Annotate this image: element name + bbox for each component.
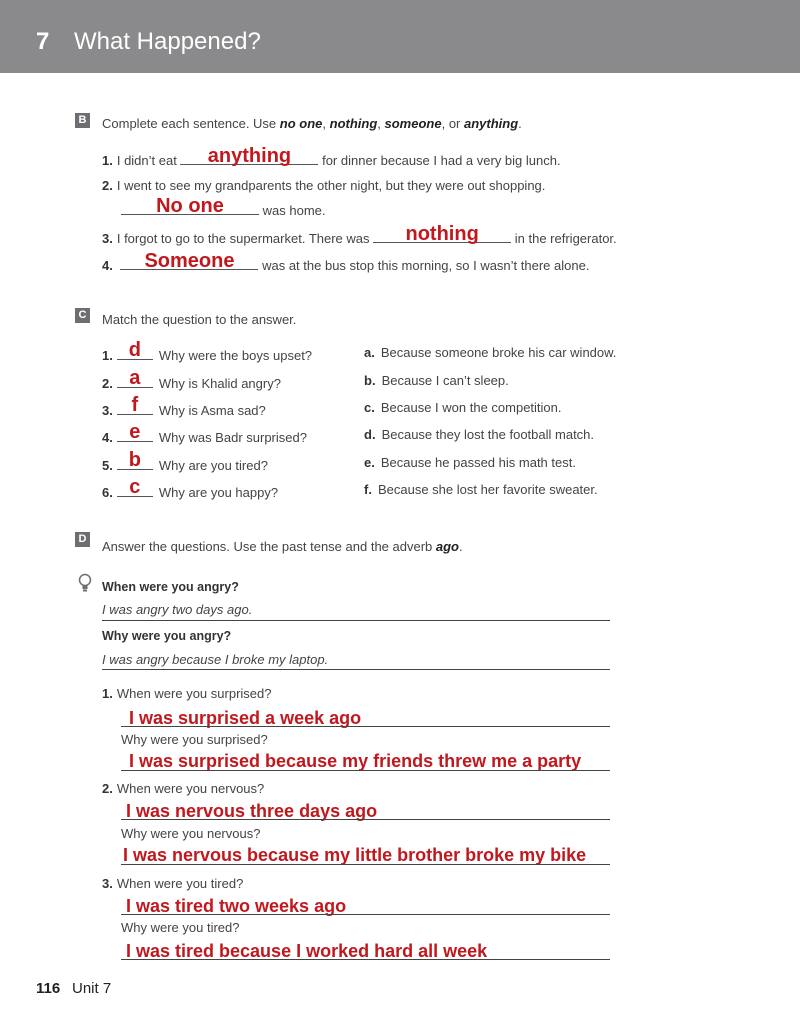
d-item-1-line-2: [121, 769, 610, 771]
c-question-2-blank[interactable]: a: [117, 373, 153, 388]
d-item-1-question-2: Why were you surprised?: [121, 732, 268, 747]
section-b-badge: B: [75, 113, 90, 128]
c-question-6-blank[interactable]: c: [117, 482, 153, 497]
d-item-1-answer-1[interactable]: I was surprised a week ago: [129, 708, 362, 728]
d-example-line-2: [102, 668, 610, 670]
d-item-2-answer-1[interactable]: I was nervous three days ago: [126, 801, 378, 821]
c-question-3: 3. f Why is Asma sad?: [102, 394, 266, 418]
d-item-1-line-1: [121, 725, 610, 727]
d-item-2-question-1: 2. When were you nervous?: [102, 781, 265, 796]
c-question-6: 6. c Why are you happy?: [102, 476, 279, 500]
c-question-5-blank[interactable]: b: [117, 455, 153, 470]
d-example-question-2: Why were you angry?: [102, 629, 232, 643]
section-d-badge: D: [75, 532, 90, 547]
b-item-1: 1. I didn’t eat anything for dinner because I had a very big lunch.: [102, 145, 561, 168]
c-question-1: 1. d Why were the boys upset?: [102, 339, 313, 363]
c-option-b: b. Because I can’t sleep.: [364, 373, 509, 388]
d-item-2-answer-2[interactable]: I was nervous because my little brother broke my bike: [123, 845, 587, 865]
d-item-3-answer-2[interactable]: I was tired because I worked hard all week: [126, 941, 488, 961]
c-question-3-blank[interactable]: f: [117, 400, 153, 415]
c-question-4: 4. e Why was Badr surprised?: [102, 421, 307, 445]
b-item-4-blank[interactable]: Someone: [120, 255, 258, 270]
b-item-3-blank[interactable]: nothing: [373, 228, 511, 243]
c-question-4-blank[interactable]: e: [117, 427, 153, 442]
d-item-3-question-2: Why were you tired?: [121, 920, 240, 935]
d-item-3-answer-1[interactable]: I was tired two weeks ago: [126, 896, 347, 916]
d-item-2-question-2: Why were you nervous?: [121, 826, 261, 841]
b-item-1-blank[interactable]: anything: [180, 150, 318, 165]
footer-unit-label: Unit 7: [72, 980, 112, 997]
c-option-d: d. Because they lost the football match.: [364, 427, 595, 442]
d-item-2-line-2: [121, 863, 610, 865]
page-number: 116: [36, 980, 61, 997]
d-item-3-question-1: 3. When were you tired?: [102, 876, 244, 891]
c-option-c: c. Because I won the competition.: [364, 400, 562, 415]
d-example-question-1: When were you angry?: [102, 580, 239, 594]
c-option-a: a. Because someone broke his car window.: [364, 345, 617, 360]
d-item-1-answer-2[interactable]: I was surprised because my friends threw me a party: [129, 751, 582, 771]
d-item-2-line-1: [121, 818, 610, 820]
c-question-2: 2. a Why is Khalid angry?: [102, 367, 281, 391]
section-c-badge: C: [75, 308, 90, 323]
d-example-answer-1: I was angry two days ago.: [102, 602, 253, 617]
b-item-2-cont: No one was home.: [121, 200, 326, 218]
b-item-2-blank[interactable]: No one: [121, 200, 259, 215]
d-item-1-question-1: 1. When were you surprised?: [102, 686, 272, 701]
b-item-2: 2. I went to see my grandparents the other night, but they were out shopping.: [102, 178, 546, 193]
d-example-line-1: [102, 619, 610, 621]
d-item-3-line-1: [121, 913, 610, 915]
lightbulb-icon: [78, 573, 92, 598]
section-b-instruction: Complete each sentence. Use no one, nothing, someone, or anything.: [102, 116, 522, 131]
section-c-instruction: Match the question to the answer.: [102, 312, 297, 327]
b-item-3: 3. I forgot to go to the supermarket. There was nothing in the refrigerator.: [102, 223, 617, 246]
unit-number: 7: [36, 28, 50, 55]
b-item-4: 4. Someone was at the bus stop this morning, so I wasn’t there alone.: [102, 250, 590, 273]
d-item-3-line-2: [121, 958, 610, 960]
c-question-5: 5. b Why are you tired?: [102, 449, 268, 473]
c-question-1-blank[interactable]: d: [117, 345, 153, 360]
page-title: What Happened?: [74, 28, 261, 55]
section-d-instruction: Answer the questions. Use the past tense and the adverb ago.: [102, 539, 463, 554]
c-option-e: e. Because he passed his math test.: [364, 455, 576, 470]
d-example-answer-2: I was angry because I broke my laptop.: [102, 652, 329, 667]
c-option-f: f. Because she lost her favorite sweater.: [364, 482, 598, 497]
